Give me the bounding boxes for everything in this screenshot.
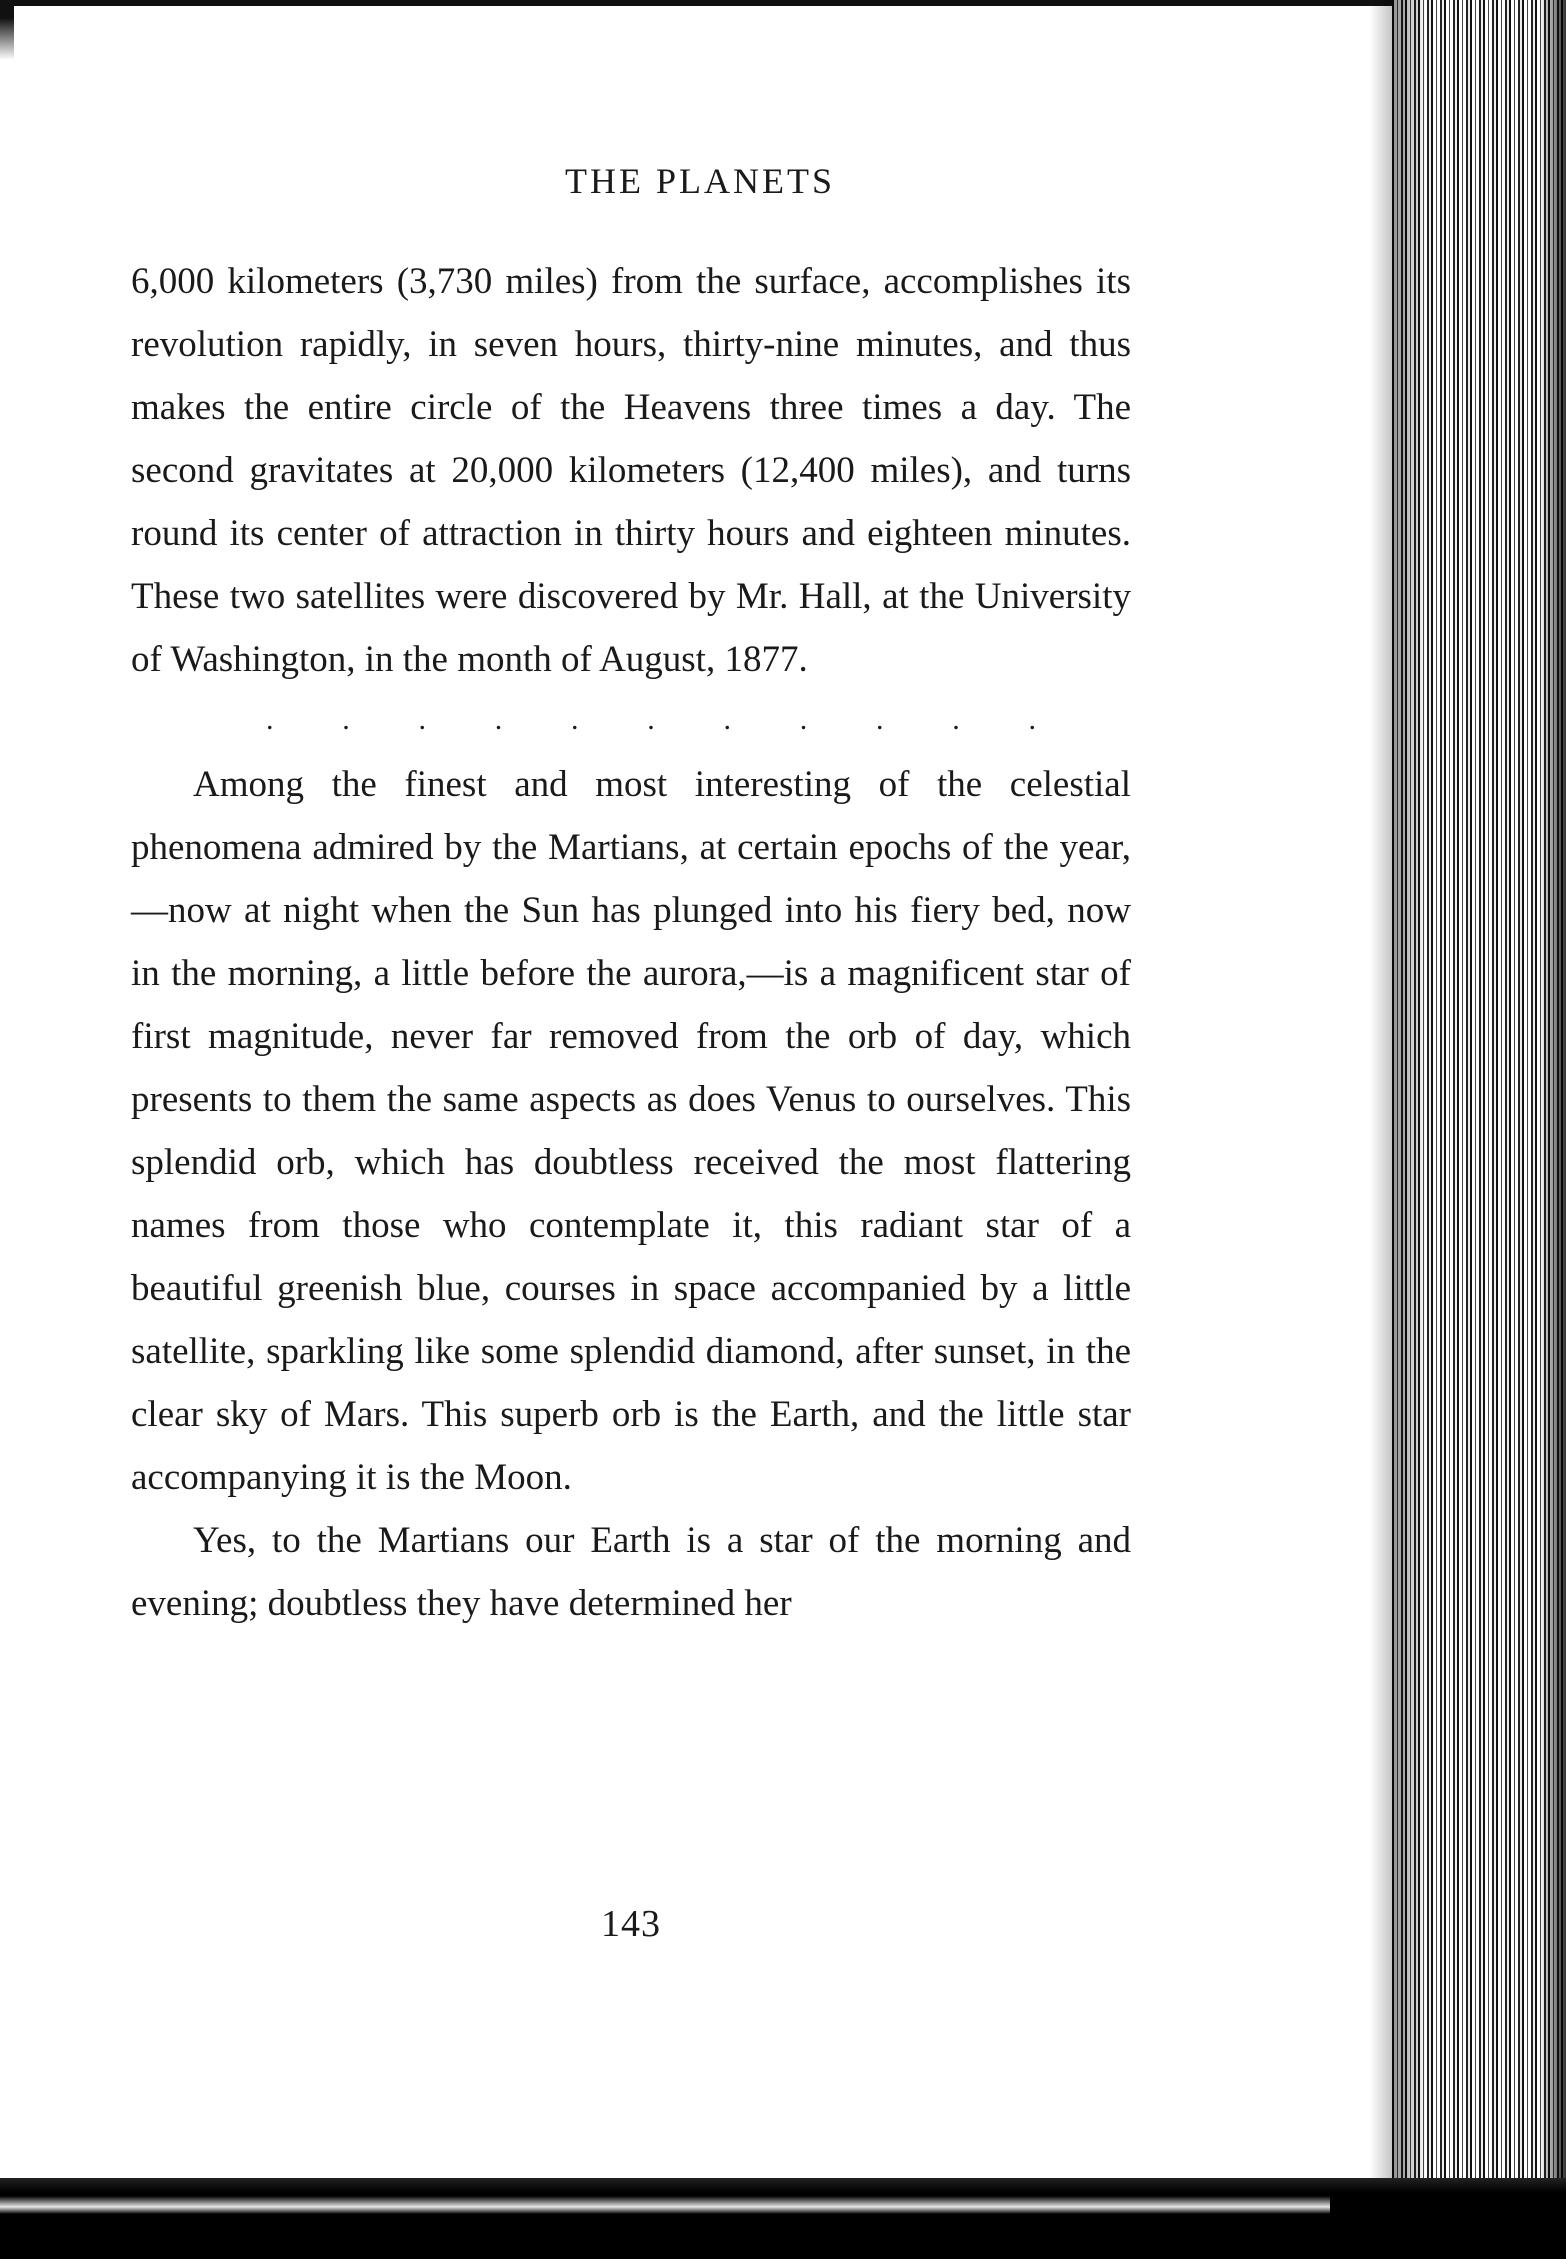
paragraph: Among the finest and most interesting of the celestial phenomena admired by the Martians, at certain epochs of the year,—now at night when the Sun has plunged into his fiery bed, now in the morning, a little before the aurora,—is a magnificent star of first magnitude, never far removed from the orb of day, which presents to them the same aspects as does Venus to ourselves. This splendid orb, which has doubtless received the most flattering names from those who contemplate it, this radiant star of a beautiful greenish blue, courses in space accompanied by a little satellite, sparkling like some splendid diamond, after sunset, in the clear sky of Mars. This superb orb is the Earth, and the little star accompanying it is the Moon. (131, 764, 1131, 1498)
scan-border-top (0, 0, 1400, 6)
separator-dot: . (266, 703, 274, 736)
separator-dot: . (571, 703, 579, 736)
separator-dot: . (799, 703, 808, 736)
separator-dot: . (494, 703, 503, 736)
page-shadow (1370, 0, 1394, 2259)
separator-dot: . (952, 703, 960, 736)
paragraph: Yes, to the Martians our Earth is a star of the morning and evening; doubtless they have determined her (131, 1520, 1131, 1624)
scan-border-bottom (0, 2178, 1566, 2259)
separator-dot: . (723, 703, 731, 736)
scan-border-bottom-highlight (0, 2196, 1330, 2214)
running-head: THE PLANETS (565, 161, 835, 201)
separator-dot: . (418, 703, 426, 736)
paragraph-continued: 6,000 kilometers (3,730 miles) from the surface, accomplishes its revolution rapidly, in seven hours, thirty-nine minutes, and thus makes the entire circle of the Heavens three times a day. The second gravitates at 20,000 kilometers (12,400 miles), and turns round its center of attraction in thirty hours and eighteen minutes. These two satellites were discovered by Mr. Hall, at the University of Washington, in the month of August, 1877. (131, 261, 1131, 680)
separator-dot: . (876, 703, 884, 736)
body-text (131, 250, 1131, 1635)
section-separator (266, 691, 1036, 749)
separator-dot: . (342, 703, 350, 736)
page-number: 143 (601, 1903, 661, 1945)
separator-dot: . (1028, 703, 1036, 736)
scan-border-corner (0, 0, 14, 60)
separator-dot: . (647, 703, 655, 736)
book-page-edges-shade (1392, 0, 1566, 2259)
